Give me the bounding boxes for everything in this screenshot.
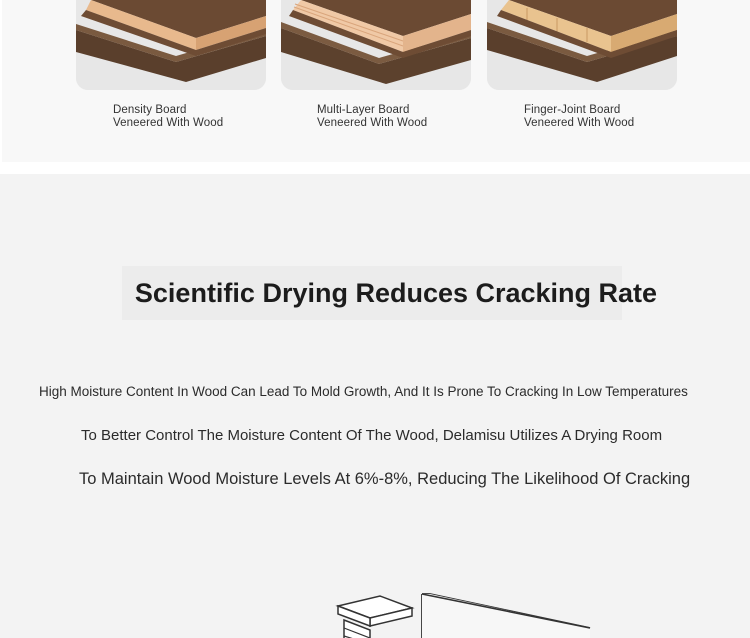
finger-joint-board-label: Finger-Joint Board Veneered With Wood (524, 104, 635, 129)
moisture-description-line-3: To Maintain Wood Moisture Levels At 6%-8%, Reducing The Likelihood Of Cracking (79, 470, 691, 488)
density-board-label: Density Board Veneered With Wood (113, 104, 224, 129)
moisture-description-line-1: High Moisture Content In Wood Can Lead To Mold Growth, And It Is Prone To Cracking In Low Temperatures (39, 384, 688, 399)
density-board-image (76, 0, 266, 90)
drying-room-illustration (300, 584, 630, 638)
multi-layer-board-image (281, 0, 471, 90)
drying-section (0, 174, 750, 638)
section-title: Scientific Drying Reduces Cracking Rate (134, 278, 658, 308)
moisture-description-line-2: To Better Control The Moisture Content Of The Wood, Delamisu Utilizes A Drying Room (81, 427, 663, 444)
section-divider (0, 162, 750, 174)
multi-layer-board-label: Multi-Layer Board Veneered With Wood (317, 104, 428, 129)
board-types-section (2, 0, 750, 162)
finger-joint-board-image (487, 0, 677, 90)
